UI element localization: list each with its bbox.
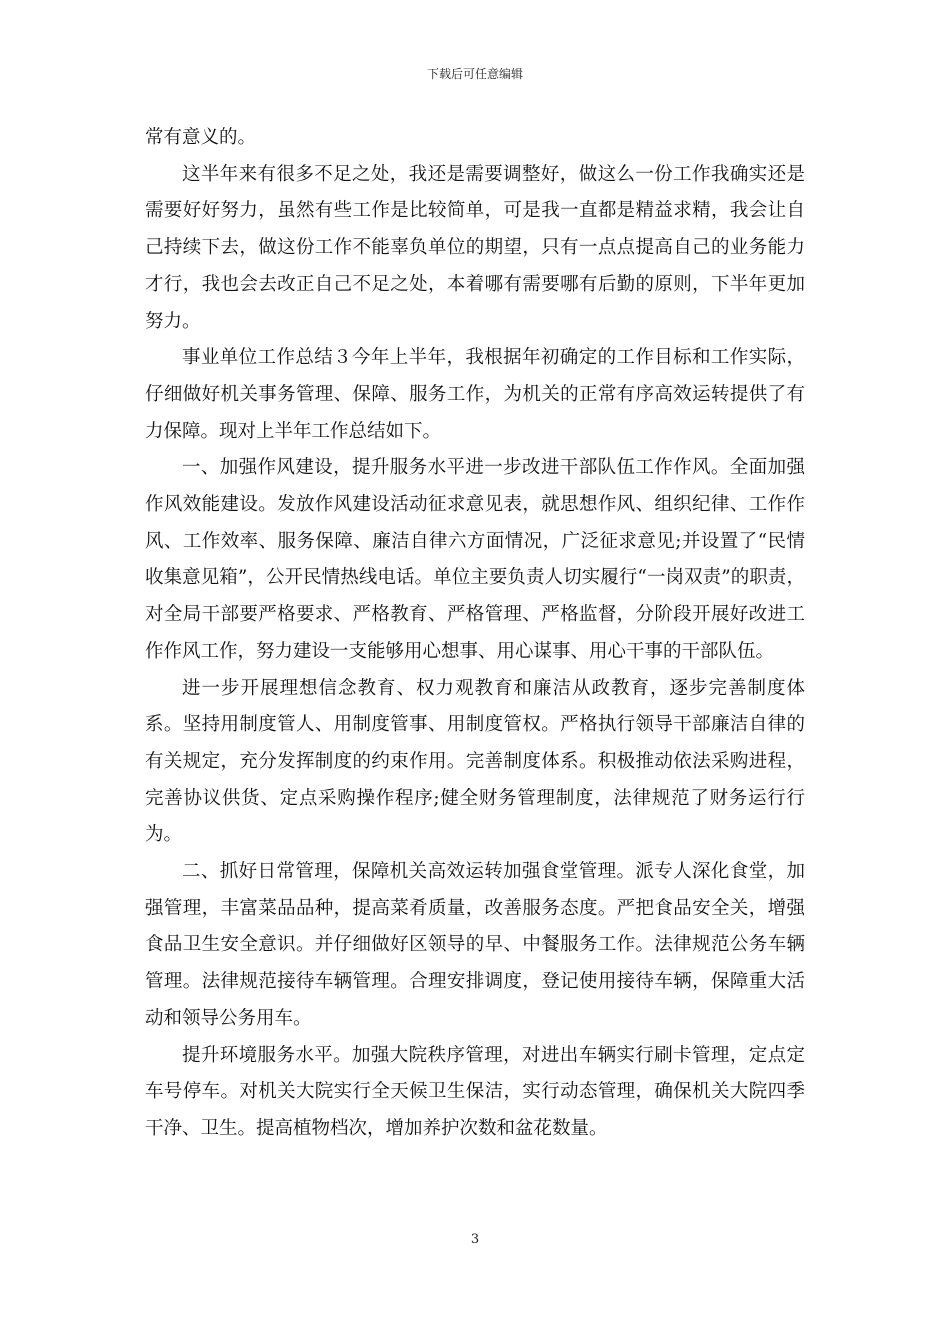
paragraph: 提升环境服务水平。加强大院秩序管理，对进出车辆实行刷卡管理，定点定车号停车。对机关大院实行全天候卫生保洁，实行动态管理，确保机关大院四季干净、卫生。提高植物档次，增加养护次数和盆花数量。 xyxy=(145,1044,805,1139)
paragraph: 这半年来有很多不足之处，我还是需要调整好，做这么一份工作我确实还是需要好好努力，虽然有些工作是比较简单，可是我一直都是精益求精，我会让自己持续下去，做这份工作不能辜负单位的期望，只有一点点提高自己的业务能力才行，我也会去改正自己不足之处，本着哪有需要哪有后勤的原则，下半年更加努力。 xyxy=(145,163,805,332)
paragraph: 常有意义的。 xyxy=(145,127,257,148)
page-number: 3 xyxy=(470,1232,480,1247)
document-body xyxy=(145,120,805,1148)
page-header: 下载后可任意编辑 xyxy=(426,67,523,81)
paragraph: 事业单位工作总结３今年上半年，我根据年初确定的工作目标和工作实际，仔细做好机关事务管理、保障、服务工作，为机关的正常有序高效运转提供了有力保障。现对上半年工作总结如下。 xyxy=(145,347,805,442)
paragraph: 进一步开展理想信念教育、权力观教育和廉洁从政教育，逐步完善制度体系。坚持用制度管人、用制度管事、用制度管权。严格执行领导干部廉洁自律的有关规定，充分发挥制度的约束作用。完善制度体系。积极推动依法采购进程，完善协议供货、定点采购操作程序;健全财务管理制度，法律规范了财务运行行为。 xyxy=(145,677,805,846)
paragraph: 二、抓好日常管理，保障机关高效运转加强食堂管理。派专人深化食堂，加强管理，丰富菜品品种，提高菜肴质量，改善服务态度。严把食品安全关，增强食品卫生安全意识。并仔细做好区领导的早、中餐服务工作。法律规范公务车辆管理。法律规范接待车辆管理。合理安排调度，登记使用接待车辆，保障重大活动和领导公务用车。 xyxy=(145,861,805,1029)
paragraph: 一、加强作风建设，提升服务水平进一步改进干部队伍工作作风。全面加强作风效能建设。发放作风建设活动征求意见表，就思想作风、组织纪律、工作作风、工作效率、服务保障、廉洁自律六方面情况，广泛征求意见;并设置了“民情收集意见箱”，公开民情热线电话。单位主要负责人切实履行“一岗双责”的职责，对全局干部要严格要求、严格教育、严格管理、严格监督，分阶段开展好改进工作作风工作，努力建设一支能够用心想事、用心谋事、用心干事的干部队伍。 xyxy=(145,457,805,662)
